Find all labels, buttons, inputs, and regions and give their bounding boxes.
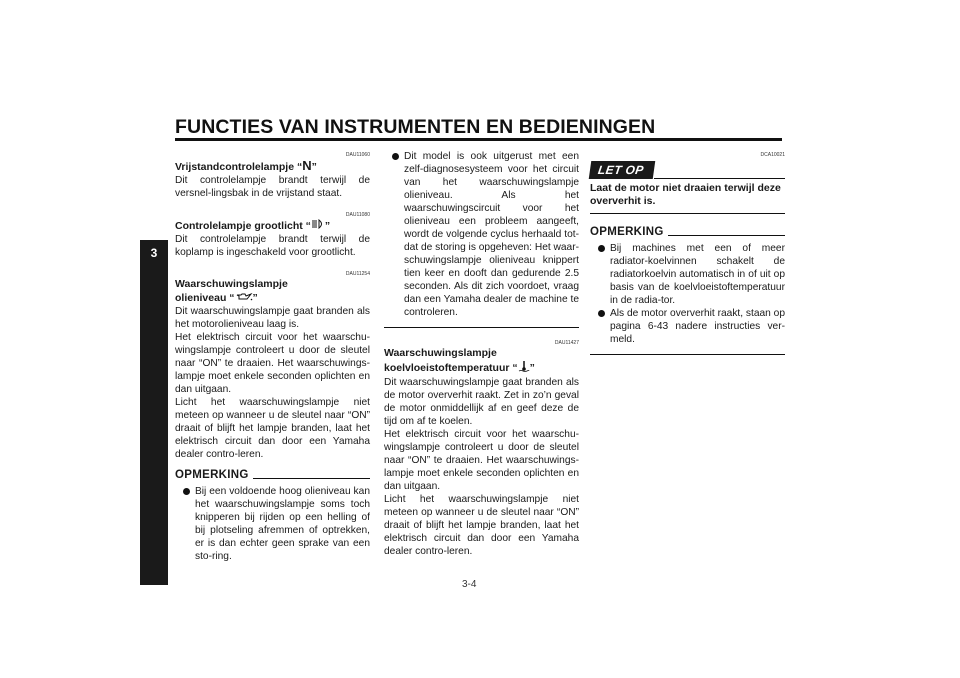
neutral-body: Dit controlelampje brandt terwijl de versnel-lingsbak in de vrijstand staat. xyxy=(175,175,370,199)
section-code: DAU11427 xyxy=(554,340,579,346)
thermometer-icon xyxy=(518,360,530,376)
chapter-tab xyxy=(140,240,168,585)
section-code: DAU11080 xyxy=(345,212,370,218)
oil-can-icon xyxy=(235,291,253,305)
note-header: OPMERKING xyxy=(175,469,370,482)
caution-text: Laat de motor niet draaien terwijl deze oververhit is. xyxy=(590,182,781,207)
note-bullet: Bij een voldoende hoog olieniveau kan het waarschuwingslampje soms toch knipperen bij rijden op een helling of bij plotseling afremmen of optrekken, er is dan echter geen sprake van een sto-ring. xyxy=(175,485,370,563)
caution-label: LET OP xyxy=(589,161,655,179)
chapter-tab-number: 3 xyxy=(150,246,158,260)
note-bullet: Als de motor oververhit raakt, staan op pagina 6-43 nadere instructies ver-meld. xyxy=(590,307,785,346)
caution-end-rule xyxy=(590,213,785,214)
high-beam-heading: Controlelampje grootlicht “ ” xyxy=(175,219,331,232)
title-rule xyxy=(175,138,782,141)
oil-body-2: Het elektrisch circuit voor het waarschu-wingslampje controleert u door de sleutel naar “ON” te draaien. Het waarschuwings-lampje moet enkele seconden oplichten en dan uitgaan. xyxy=(175,332,370,395)
coolant-heading-line1: Waarschuwingslampje xyxy=(384,347,497,359)
coolant-body-1: Dit waarschuwingslampje gaat branden als de motor oververhit raakt. Zet in zo’n geval de motor onmiddellijk af en geef deze de tijd om af te koelen. xyxy=(384,377,579,427)
high-beam-body: Dit controlelampje brandt terwijl de koplamp is ingeschakeld voor grootlicht. xyxy=(175,234,370,258)
bullet-dot xyxy=(392,153,399,160)
page-title: FUNCTIES VAN INSTRUMENTEN EN BEDIENINGEN xyxy=(175,116,656,138)
high-beam-icon xyxy=(311,219,325,233)
coolant-heading-line2: koelvloeistoftemperatuur “ ” xyxy=(384,360,579,376)
coolant-body-3: Licht het waarschuwingslampje niet meteen op wanneer u de sleutel naar “ON” draait of blijft het lampje branden, laat het elektrisch circuit dan door een Yamaha dealer contro-leren. xyxy=(384,494,579,557)
column-2 xyxy=(384,150,579,558)
page-number: 3-4 xyxy=(462,579,477,590)
bullet-dot xyxy=(598,310,605,317)
section-code: DCA10021 xyxy=(760,152,785,158)
oil-heading-line1: Waarschuwingslampje xyxy=(175,278,288,290)
oil-body-3: Licht het waarschuwingslampje niet meteen op wanneer u de sleutel naar “ON” draait of blijft het lampje branden, laat het elektrisch circuit dan door een Yamaha dealer contro-leren. xyxy=(175,397,370,460)
neutral-icon: N xyxy=(302,158,312,173)
section-code: DAU11254 xyxy=(345,271,370,277)
caution-header xyxy=(590,161,785,179)
note-end-rule xyxy=(590,354,785,355)
oil-heading-line2: olieniveau “ ” xyxy=(175,291,258,304)
coolant-body-2: Het elektrisch circuit voor het waarschu-wingslampje controleert u door de sleutel naar “ON” te draaien. Het waarschuwings-lampje moet enkele seconden oplichten en dan uitgaan. xyxy=(384,429,579,492)
oil-body-1: Dit waarschuwingslampje gaat branden als het motorolieniveau laag is. xyxy=(175,306,370,330)
column-3 xyxy=(590,150,785,355)
note-bullet: Bij machines met een of meer radiator-koelvinnen schakelt de radiatorkoelvin automatisch in of uit op basis van de koelvloeistoftemperatuur in de radia-tor. xyxy=(590,242,785,307)
bullet-dot xyxy=(598,245,605,252)
column-1 xyxy=(175,150,370,563)
bullet-dot xyxy=(183,488,190,495)
neutral-heading: Vrijstandcontrolelampje “N” xyxy=(175,158,317,173)
note-header: OPMERKING xyxy=(590,226,785,239)
self-diagnosis-bullet: Dit model is ook uitgerust met een zelf-diagnosesysteem voor het circuit van het waarschuwingslampje olieniveau. Als het waarschuwingscircuit voor het olieniveau een probleem aangeeft, wordt de volgende cyclus herhaald tot-dat de storing is opgeheven: Het waar-schuwingslampje olieniveau knippert tien keer en dooft dan gedurende 2.5 seconden. Als dit zich voordoet, vraag dan een Yamaha dealer de machine te controleren. xyxy=(384,150,579,319)
section-code: DAU11060 xyxy=(345,152,370,158)
